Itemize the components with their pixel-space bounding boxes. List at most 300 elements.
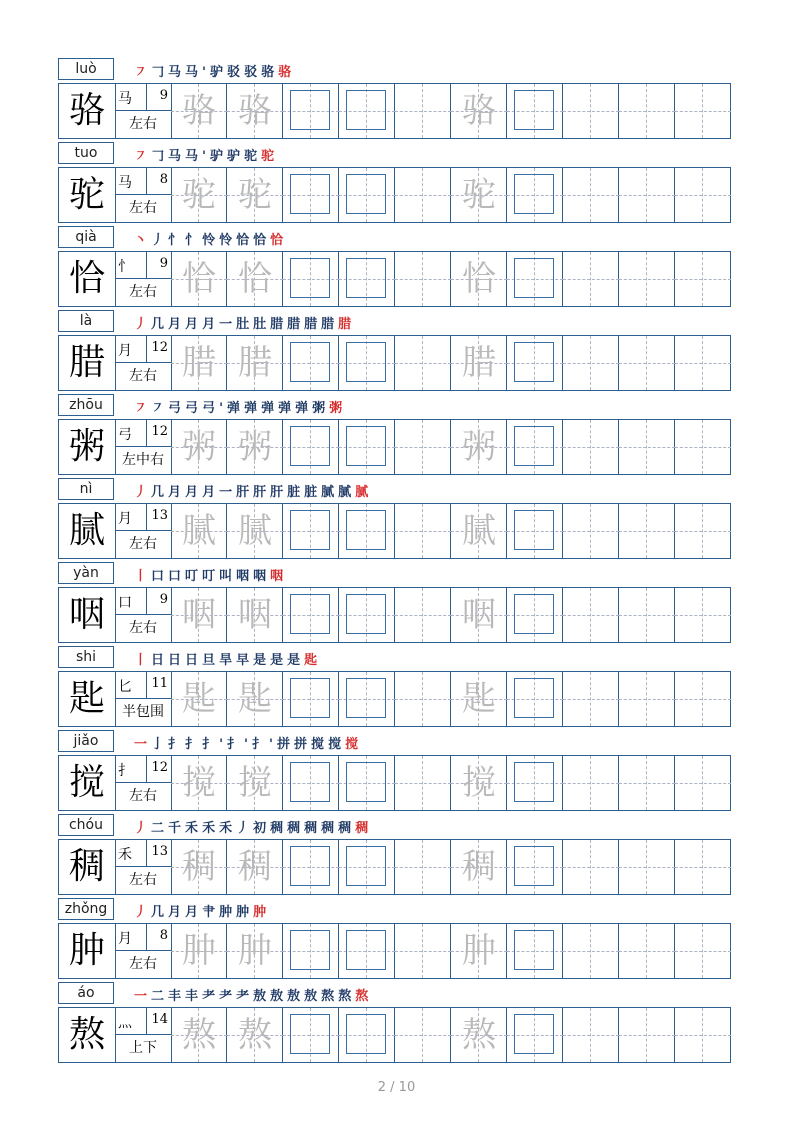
trace-character: 驼: [238, 175, 272, 215]
stroke-step: 丶: [134, 233, 152, 248]
inner-square: [290, 930, 330, 970]
practice-box[interactable]: [563, 168, 619, 222]
guide-line: [619, 111, 675, 112]
practice-box[interactable]: [283, 1008, 339, 1062]
stroke-step: 稠: [270, 821, 288, 836]
practice-box[interactable]: [619, 924, 675, 978]
practice-box[interactable]: [675, 84, 731, 138]
guide-line: [395, 447, 451, 448]
stroke-step: 丿: [134, 485, 152, 500]
practice-box[interactable]: [507, 924, 563, 978]
practice-box[interactable]: [619, 168, 675, 222]
stroke-step: ㇇: [134, 401, 152, 416]
main-character: 恰: [59, 252, 116, 306]
practice-box[interactable]: [395, 84, 451, 138]
stroke-step: 腊: [321, 317, 339, 332]
practice-box[interactable]: [227, 756, 283, 810]
practice-box[interactable]: [451, 252, 507, 306]
inner-square: [290, 426, 330, 466]
practice-box[interactable]: [675, 756, 731, 810]
radical: 马: [118, 91, 132, 107]
stroke-step: 恰: [253, 233, 271, 248]
stroke-step: 咽: [253, 569, 271, 584]
character-entry: [58, 811, 731, 895]
main-character: 驼: [59, 168, 116, 222]
practice-box[interactable]: [395, 672, 451, 726]
practice-box[interactable]: [283, 252, 339, 306]
practice-box[interactable]: [227, 924, 283, 978]
practice-box[interactable]: [227, 840, 283, 894]
inner-square: [346, 426, 386, 466]
radical: 扌: [118, 763, 132, 779]
stroke-count: 9: [159, 592, 168, 607]
pinyin-label: tuo: [58, 142, 114, 164]
radical: 马: [118, 175, 132, 191]
pinyin-label: là: [58, 310, 114, 332]
practice-box[interactable]: [171, 420, 227, 474]
practice-box[interactable]: [619, 1008, 675, 1062]
stroke-count: 12: [151, 340, 168, 355]
character-entry: [58, 559, 731, 643]
radical: 灬: [118, 1015, 132, 1031]
practice-box[interactable]: [451, 588, 507, 642]
stroke-step: 亅: [151, 737, 169, 752]
practice-box[interactable]: [675, 252, 731, 306]
structure: 左右: [129, 284, 157, 300]
stroke-step: 月: [185, 485, 203, 500]
practice-box[interactable]: [283, 504, 339, 558]
stroke-step: 弓: [168, 401, 186, 416]
practice-box[interactable]: [619, 588, 675, 642]
divider: [146, 168, 147, 195]
trace-character: 骆: [182, 91, 216, 131]
guide-line: [675, 951, 731, 952]
stroke-step: 拼: [294, 737, 312, 752]
trace-character: 咽: [182, 595, 216, 635]
stroke-step: 骆: [261, 65, 279, 80]
stroke-step: 丿: [134, 905, 152, 920]
stroke-step: 恰: [270, 233, 288, 248]
structure: 左右: [129, 872, 157, 888]
main-character: 肿: [59, 924, 116, 978]
stroke-step: 敖: [287, 989, 305, 1004]
divider: [146, 924, 147, 951]
guide-line: [675, 279, 731, 280]
pinyin-label: luò: [58, 58, 114, 80]
stroke-count: 9: [159, 256, 168, 271]
stroke-step: 丨: [134, 569, 152, 584]
practice-box[interactable]: [563, 588, 619, 642]
stroke-step: 扌': [202, 737, 228, 752]
guide-line: [563, 363, 619, 364]
inner-square: [346, 846, 386, 886]
guide-line: [619, 783, 675, 784]
trace-character: 腻: [238, 511, 272, 551]
pinyin-label: nì: [58, 478, 114, 500]
stroke-step: 二: [151, 989, 169, 1004]
trace-character: 腻: [182, 511, 216, 551]
inner-square: [346, 258, 386, 298]
practice-box[interactable]: [507, 420, 563, 474]
practice-box[interactable]: [563, 1008, 619, 1062]
stroke-step: ㇇: [134, 65, 152, 80]
character-entry: [58, 643, 731, 727]
practice-box[interactable]: [395, 924, 451, 978]
character-entry: [58, 895, 731, 979]
practice-box[interactable]: [339, 672, 395, 726]
info-top: [115, 336, 171, 363]
guide-line: [619, 951, 675, 952]
trace-character: 腻: [462, 511, 496, 551]
character-entry: [58, 727, 731, 811]
trace-character: 骆: [462, 91, 496, 131]
inner-square: [514, 762, 554, 802]
practice-box[interactable]: [283, 672, 339, 726]
practice-box[interactable]: [171, 504, 227, 558]
trace-character: 恰: [462, 259, 496, 299]
stroke-step: 丰: [185, 989, 203, 1004]
stroke-step: 腊: [338, 317, 356, 332]
stroke-step: 扌: [168, 737, 186, 752]
character-info: [115, 1008, 172, 1062]
practice-box[interactable]: [507, 252, 563, 306]
divider: [146, 84, 147, 111]
practice-box[interactable]: [227, 504, 283, 558]
practice-box[interactable]: [171, 840, 227, 894]
stroke-step: 弹: [278, 401, 296, 416]
trace-character: 肿: [462, 931, 496, 971]
structure: 左右: [129, 956, 157, 972]
stroke-step: 肿: [236, 905, 254, 920]
practice-box[interactable]: [563, 84, 619, 138]
practice-box[interactable]: [619, 756, 675, 810]
practice-box[interactable]: [619, 840, 675, 894]
practice-box[interactable]: [507, 840, 563, 894]
practice-box[interactable]: [451, 336, 507, 390]
practice-box[interactable]: [283, 840, 339, 894]
practice-box[interactable]: [451, 504, 507, 558]
practice-box[interactable]: [227, 588, 283, 642]
practice-box[interactable]: [171, 84, 227, 138]
trace-character: 匙: [462, 679, 496, 719]
divider: [146, 252, 147, 279]
practice-box[interactable]: [619, 420, 675, 474]
practice-box[interactable]: [339, 588, 395, 642]
writing-grid: [58, 1007, 731, 1063]
stroke-order: [134, 901, 270, 920]
practice-box[interactable]: [339, 756, 395, 810]
practice-box[interactable]: [283, 336, 339, 390]
stroke-step: 匙: [304, 653, 322, 668]
practice-box[interactable]: [227, 84, 283, 138]
practice-box[interactable]: [339, 840, 395, 894]
inner-square: [346, 594, 386, 634]
main-character: 匙: [59, 672, 116, 726]
practice-box[interactable]: [171, 168, 227, 222]
guide-line: [395, 111, 451, 112]
practice-box[interactable]: [451, 672, 507, 726]
practice-box[interactable]: [563, 672, 619, 726]
practice-box[interactable]: [563, 252, 619, 306]
character-entry: [58, 139, 731, 223]
structure: 左右: [129, 788, 157, 804]
practice-box[interactable]: [339, 924, 395, 978]
character-entry: [58, 55, 731, 139]
practice-box[interactable]: [563, 756, 619, 810]
stroke-step: 肿: [219, 905, 237, 920]
stroke-step: 脏: [287, 485, 305, 500]
practice-box[interactable]: [395, 840, 451, 894]
practice-box[interactable]: [227, 336, 283, 390]
practice-box[interactable]: [171, 672, 227, 726]
guide-line: [563, 531, 619, 532]
stroke-step: 扌: [185, 737, 203, 752]
practice-box[interactable]: [395, 504, 451, 558]
practice-box[interactable]: [507, 756, 563, 810]
practice-box[interactable]: [395, 756, 451, 810]
practice-box[interactable]: [339, 168, 395, 222]
practice-box[interactable]: [339, 420, 395, 474]
guide-line: [675, 699, 731, 700]
practice-box[interactable]: [675, 504, 731, 558]
practice-box[interactable]: [451, 840, 507, 894]
guide-line: [563, 699, 619, 700]
stroke-count: 9: [159, 88, 168, 103]
stroke-step: 驴: [227, 149, 245, 164]
stroke-step: 月: [185, 317, 203, 332]
info-top: [115, 420, 171, 447]
trace-character: 匙: [238, 679, 272, 719]
practice-box[interactable]: [451, 420, 507, 474]
practice-box[interactable]: [339, 504, 395, 558]
practice-box[interactable]: [507, 672, 563, 726]
guide-line: [395, 279, 451, 280]
guide-line: [619, 363, 675, 364]
stroke-step: 驼: [261, 149, 279, 164]
practice-box[interactable]: [507, 84, 563, 138]
stroke-count: 11: [151, 676, 168, 691]
divider: [146, 588, 147, 615]
practice-box[interactable]: [171, 1008, 227, 1062]
practice-box[interactable]: [395, 1008, 451, 1062]
stroke-step: 禾丿: [219, 821, 254, 836]
stroke-step: 敖: [253, 989, 271, 1004]
stroke-order: [134, 145, 278, 164]
practice-box[interactable]: [563, 504, 619, 558]
practice-box[interactable]: [339, 336, 395, 390]
inner-square: [290, 258, 330, 298]
trace-character: 搅: [462, 763, 496, 803]
practice-box[interactable]: [227, 420, 283, 474]
practice-box[interactable]: [451, 924, 507, 978]
practice-box[interactable]: [675, 420, 731, 474]
stroke-step: 月一: [202, 485, 237, 500]
practice-box[interactable]: [451, 1008, 507, 1062]
divider: [146, 420, 147, 447]
stroke-step: 耂: [236, 989, 254, 1004]
inner-square: [514, 1014, 554, 1054]
trace-character: 粥: [182, 427, 216, 467]
trace-character: 咽: [238, 595, 272, 635]
guide-line: [675, 1035, 731, 1036]
guide-line: [563, 951, 619, 952]
stroke-step: 熬: [355, 989, 373, 1004]
stroke-count: 12: [151, 760, 168, 775]
practice-box[interactable]: [227, 672, 283, 726]
trace-character: 匙: [182, 679, 216, 719]
inner-square: [514, 846, 554, 886]
writing-grid: [58, 83, 731, 139]
practice-box[interactable]: [507, 336, 563, 390]
inner-square: [290, 594, 330, 634]
practice-box[interactable]: [395, 252, 451, 306]
inner-square: [514, 258, 554, 298]
practice-box[interactable]: [675, 924, 731, 978]
stroke-step: 敖: [304, 989, 322, 1004]
practice-box[interactable]: [675, 588, 731, 642]
guide-line: [395, 195, 451, 196]
practice-box[interactable]: [451, 84, 507, 138]
stroke-step: 二: [151, 821, 169, 836]
guide-line: [675, 615, 731, 616]
practice-box[interactable]: [507, 588, 563, 642]
info-top: [115, 504, 171, 531]
practice-box[interactable]: [619, 84, 675, 138]
inner-square: [514, 174, 554, 214]
practice-box[interactable]: [339, 252, 395, 306]
practice-box[interactable]: [171, 252, 227, 306]
practice-box[interactable]: [227, 252, 283, 306]
stroke-step: 月一: [202, 317, 237, 332]
practice-box[interactable]: [507, 168, 563, 222]
trace-character: 搅: [238, 763, 272, 803]
trace-character: 熬: [462, 1015, 496, 1055]
practice-box[interactable]: [227, 1008, 283, 1062]
character-entry: [58, 391, 731, 475]
practice-box[interactable]: [451, 168, 507, 222]
stroke-step: 马': [185, 149, 211, 164]
practice-box[interactable]: [675, 168, 731, 222]
stroke-order: [134, 985, 372, 1004]
character-info: [115, 420, 172, 474]
stroke-step: 搅: [345, 737, 363, 752]
practice-box[interactable]: [563, 336, 619, 390]
practice-box[interactable]: [675, 1008, 731, 1062]
stroke-step: 咽: [270, 569, 288, 584]
stroke-step: 口: [151, 569, 169, 584]
stroke-step: 熬: [338, 989, 356, 1004]
structure: 左右: [129, 620, 157, 636]
practice-box[interactable]: [227, 168, 283, 222]
practice-box[interactable]: [395, 168, 451, 222]
main-character: 稠: [59, 840, 116, 894]
guide-line: [563, 279, 619, 280]
guide-line: [675, 447, 731, 448]
practice-box[interactable]: [339, 1008, 395, 1062]
stroke-step: 是: [270, 653, 288, 668]
radical: 月: [118, 931, 132, 947]
guide-line: [563, 111, 619, 112]
guide-line: [563, 447, 619, 448]
trace-character: 驼: [462, 175, 496, 215]
writing-grid: [58, 167, 731, 223]
practice-box[interactable]: [171, 924, 227, 978]
structure: 左右: [129, 368, 157, 384]
practice-box[interactable]: [395, 588, 451, 642]
stroke-step: 马: [168, 149, 186, 164]
trace-character: 稠: [182, 847, 216, 887]
inner-square: [290, 846, 330, 886]
practice-box[interactable]: [283, 756, 339, 810]
stroke-order: [134, 733, 362, 752]
trace-character: 恰: [238, 259, 272, 299]
entry-header: [58, 391, 731, 419]
trace-character: 肿: [182, 931, 216, 971]
practice-box[interactable]: [675, 336, 731, 390]
practice-box[interactable]: [171, 336, 227, 390]
stroke-step: 拼: [277, 737, 295, 752]
stroke-step: 一: [134, 989, 152, 1004]
stroke-step: 肝: [270, 485, 288, 500]
practice-box[interactable]: [395, 420, 451, 474]
practice-box[interactable]: [619, 336, 675, 390]
stroke-step: 弓: [185, 401, 203, 416]
practice-box[interactable]: [619, 504, 675, 558]
stroke-step: 弹: [261, 401, 279, 416]
practice-box[interactable]: [619, 252, 675, 306]
practice-box[interactable]: [283, 924, 339, 978]
practice-box[interactable]: [171, 756, 227, 810]
stroke-step: 日: [185, 653, 203, 668]
structure: 左右: [129, 116, 157, 132]
practice-box[interactable]: [563, 840, 619, 894]
practice-box[interactable]: [619, 672, 675, 726]
entry-header: [58, 727, 731, 755]
radical: 弓: [118, 427, 132, 443]
practice-box[interactable]: [395, 336, 451, 390]
practice-box[interactable]: [283, 588, 339, 642]
practice-box[interactable]: [563, 924, 619, 978]
divider: [146, 840, 147, 867]
practice-box[interactable]: [283, 420, 339, 474]
practice-box[interactable]: [283, 168, 339, 222]
stroke-step: 怜: [219, 233, 237, 248]
inner-square: [346, 762, 386, 802]
info-top: [115, 84, 171, 111]
practice-box[interactable]: [507, 504, 563, 558]
stroke-order: [134, 61, 295, 80]
guide-line: [395, 867, 451, 868]
stroke-step: 𠃌: [151, 149, 169, 164]
stroke-step: 肿: [253, 905, 271, 920]
stroke-count: 8: [159, 928, 168, 943]
practice-box[interactable]: [507, 1008, 563, 1062]
main-character: 骆: [59, 84, 116, 138]
practice-box[interactable]: [339, 84, 395, 138]
practice-box[interactable]: [171, 588, 227, 642]
practice-box[interactable]: [283, 84, 339, 138]
practice-box[interactable]: [675, 672, 731, 726]
stroke-step: 扌': [252, 737, 278, 752]
practice-box[interactable]: [451, 756, 507, 810]
stroke-step: 腊: [270, 317, 288, 332]
practice-box[interactable]: [563, 420, 619, 474]
practice-box[interactable]: [675, 840, 731, 894]
writing-grid: [58, 671, 731, 727]
pinyin-label: zhōu: [58, 394, 114, 416]
inner-square: [290, 342, 330, 382]
guide-line: [395, 363, 451, 364]
